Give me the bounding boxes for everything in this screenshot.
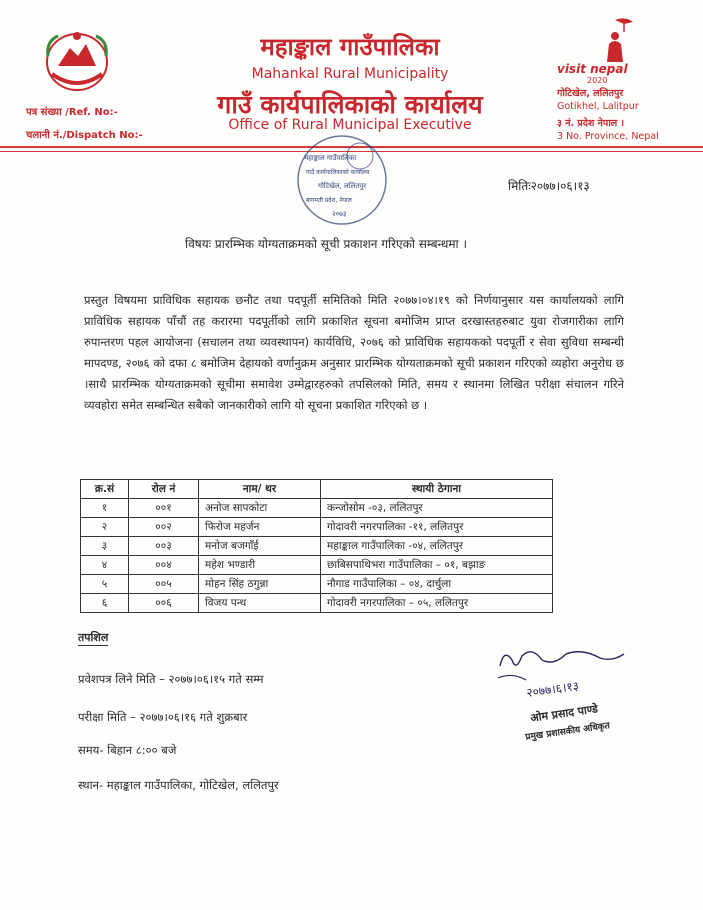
tapsil-label: तपशिल (78, 631, 109, 644)
exam-date: परीक्षा मिति – २०७७।०६।१६ गते शुक्रबार (78, 710, 248, 724)
cell-address: महाङ्काल गाउँपालिका -०४, ललितपुर (321, 537, 553, 556)
dispatch-no-label: चलानी नं./Dispatch No:- (26, 130, 143, 141)
signatory-title: प्रमुख प्रशासकीय अधिकृत (524, 721, 611, 743)
table-row (81, 499, 553, 518)
stamp-line-5: २०७३ (332, 210, 347, 218)
stamp-line-1: महाङ्काल गाउँपालिका (304, 154, 357, 162)
col-header-roll: रोल नं (129, 480, 199, 499)
col-header-name: नाम/ थर (199, 480, 321, 499)
cell-name: विजय पन्थ (199, 594, 321, 613)
cell-address: नौगाड गाउँपालिका – ०४, दार्चुला (321, 575, 553, 594)
cell-roll: ००४ (129, 556, 199, 575)
col-header-sn: क्र.सं (81, 480, 129, 499)
signature (492, 642, 632, 704)
col-header-address: स्थायी ठेगाना (321, 480, 553, 499)
table-header-row (81, 480, 553, 499)
visit-nepal-year: 2020 (587, 76, 608, 85)
cell-roll: ००५ (129, 575, 199, 594)
stamp-line-4: बागमती प्रदेश, नेपाल (306, 197, 352, 204)
letter-body: प्रस्तुत विषयमा प्राविधिक सहायक छनौट तथा पदपूर्ती समितिको मिति २०७७।०४।१९ को निर्णयानुसार यस कार्यालयको लागि प्राविधिक सहायक पाँचौं तह करारमा पदपूर्तीको लागि प्रकाशित सूचना बमोजिम प्राप्त दरखास्तहरुबाट युवा रोजगारीका लागि रुपान्तरण पहल आयोजना (सचालन तथा व्यवस्थापन) कार्यविधि, २०७६ को प्राविधिक सहायकको पदपूर्ती र सेवा सुविधा सम्बन्धी मापदण्ड, २०७६ को दफा ८ बमोजिम देहायको वर्णानुक्रम अनुसार प्रारम्भिक योग्यताक्रमको सूची प्रकाशन गरिएको व्यहोरा अनुरोध छ ।साथै प्रारम्भिक योग्यताक्रमको सूचीमा समावेश उम्मेद्वारहरुको तपसिलको मिति, समय र स्थानमा लिखित परीक्षा संचालन गरिने व्यवहोरा समेत सम्बन्धित सबैको जानकारीको लागि यो सूचना प्रकाशित गरिएको छ । (84, 293, 624, 412)
stamp-line-2: गाउँ कार्यपालिकाको कार्यालय (306, 169, 370, 176)
cell-name: फिरोज महर्जन (199, 518, 321, 537)
table-row (81, 594, 553, 613)
province-np: ३ नं. प्रदेश नेपाल । (557, 118, 625, 129)
cell-address: कन्जोसोम -०३, ललितपुर (321, 499, 553, 518)
table-row (81, 537, 553, 556)
cell-name: महेश भण्डारी (199, 556, 321, 575)
cell-roll: ००२ (129, 518, 199, 537)
cell-name: मनोज बजगाँई (199, 537, 321, 556)
cell-name: मोहन सिंह ठगुन्ना (199, 575, 321, 594)
office-name-en: Office of Rural Municipal Executive (228, 117, 472, 133)
visit-nepal-logo (557, 16, 652, 88)
municipality-name-np: महाङ्काल गाउँपालिका (260, 33, 440, 61)
stamp-line-3: गोटिखेल, ललितपुर (318, 182, 367, 190)
cell-address: गोदावरी नगरपालिका -११, ललितपुर (321, 518, 553, 537)
table-row (81, 556, 553, 575)
cell-name: अनोज सापकोटा (199, 499, 321, 518)
office-stamp (292, 130, 392, 230)
ref-no-label: पत्र संख्या /Ref. No:- (26, 107, 118, 118)
cell-roll: ००३ (129, 537, 199, 556)
cell-sn: ४ (81, 556, 129, 575)
municipality-name-en: Mahankal Rural Municipality (251, 66, 449, 82)
address-np: गोटिखेल, ललितपुर (557, 88, 624, 99)
cell-address: गोदावरी नगरपालिका – ०५, ललितपुर (321, 594, 553, 613)
exam-time: समय- बिहान ८:०० बजे (78, 743, 177, 757)
cell-sn: २ (81, 518, 129, 537)
signature-date: २०७७।६।१३ (525, 678, 580, 700)
cell-sn: ३ (81, 537, 129, 556)
cell-address: छाबिसपाथिभरा गाउँपालिका – ०१, बझाङ (321, 556, 553, 575)
address-en: Gotikhel, Lalitpur (557, 101, 639, 112)
cell-sn: ६ (81, 594, 129, 613)
letter-subject: विषयः प्रारम्भिक योग्यताक्रमको सूची प्रकाशन गरिएको सम्बन्धमा । (185, 237, 468, 251)
table-row (81, 518, 553, 537)
cell-roll: ००१ (129, 499, 199, 518)
cell-sn: ५ (81, 575, 129, 594)
nepal-emblem-icon (38, 26, 116, 96)
cell-sn: १ (81, 499, 129, 518)
letter-date: मितिः२०७७।०६।१३ (508, 179, 590, 193)
admit-card-date: प्रवेशपत्र लिने मिति – २०७७।०६।१५ गते सम्म (78, 672, 264, 686)
table-row (81, 575, 553, 594)
visit-nepal-figure-icon (557, 16, 652, 64)
visit-nepal-text: visit nepal (557, 62, 628, 76)
cell-roll: ००६ (129, 594, 199, 613)
candidate-table (80, 479, 553, 613)
signatory-name: ओम प्रसाद पाण्डे (529, 702, 599, 725)
exam-venue: स्थान- महाङ्काल गाउँपालिका, गोटिखेल, ललितपुर (78, 778, 279, 792)
province-en: 3 No. Province, Nepal (557, 131, 659, 142)
office-name-np: गाउँ कार्यपालिकाको कार्यालय (217, 90, 483, 119)
